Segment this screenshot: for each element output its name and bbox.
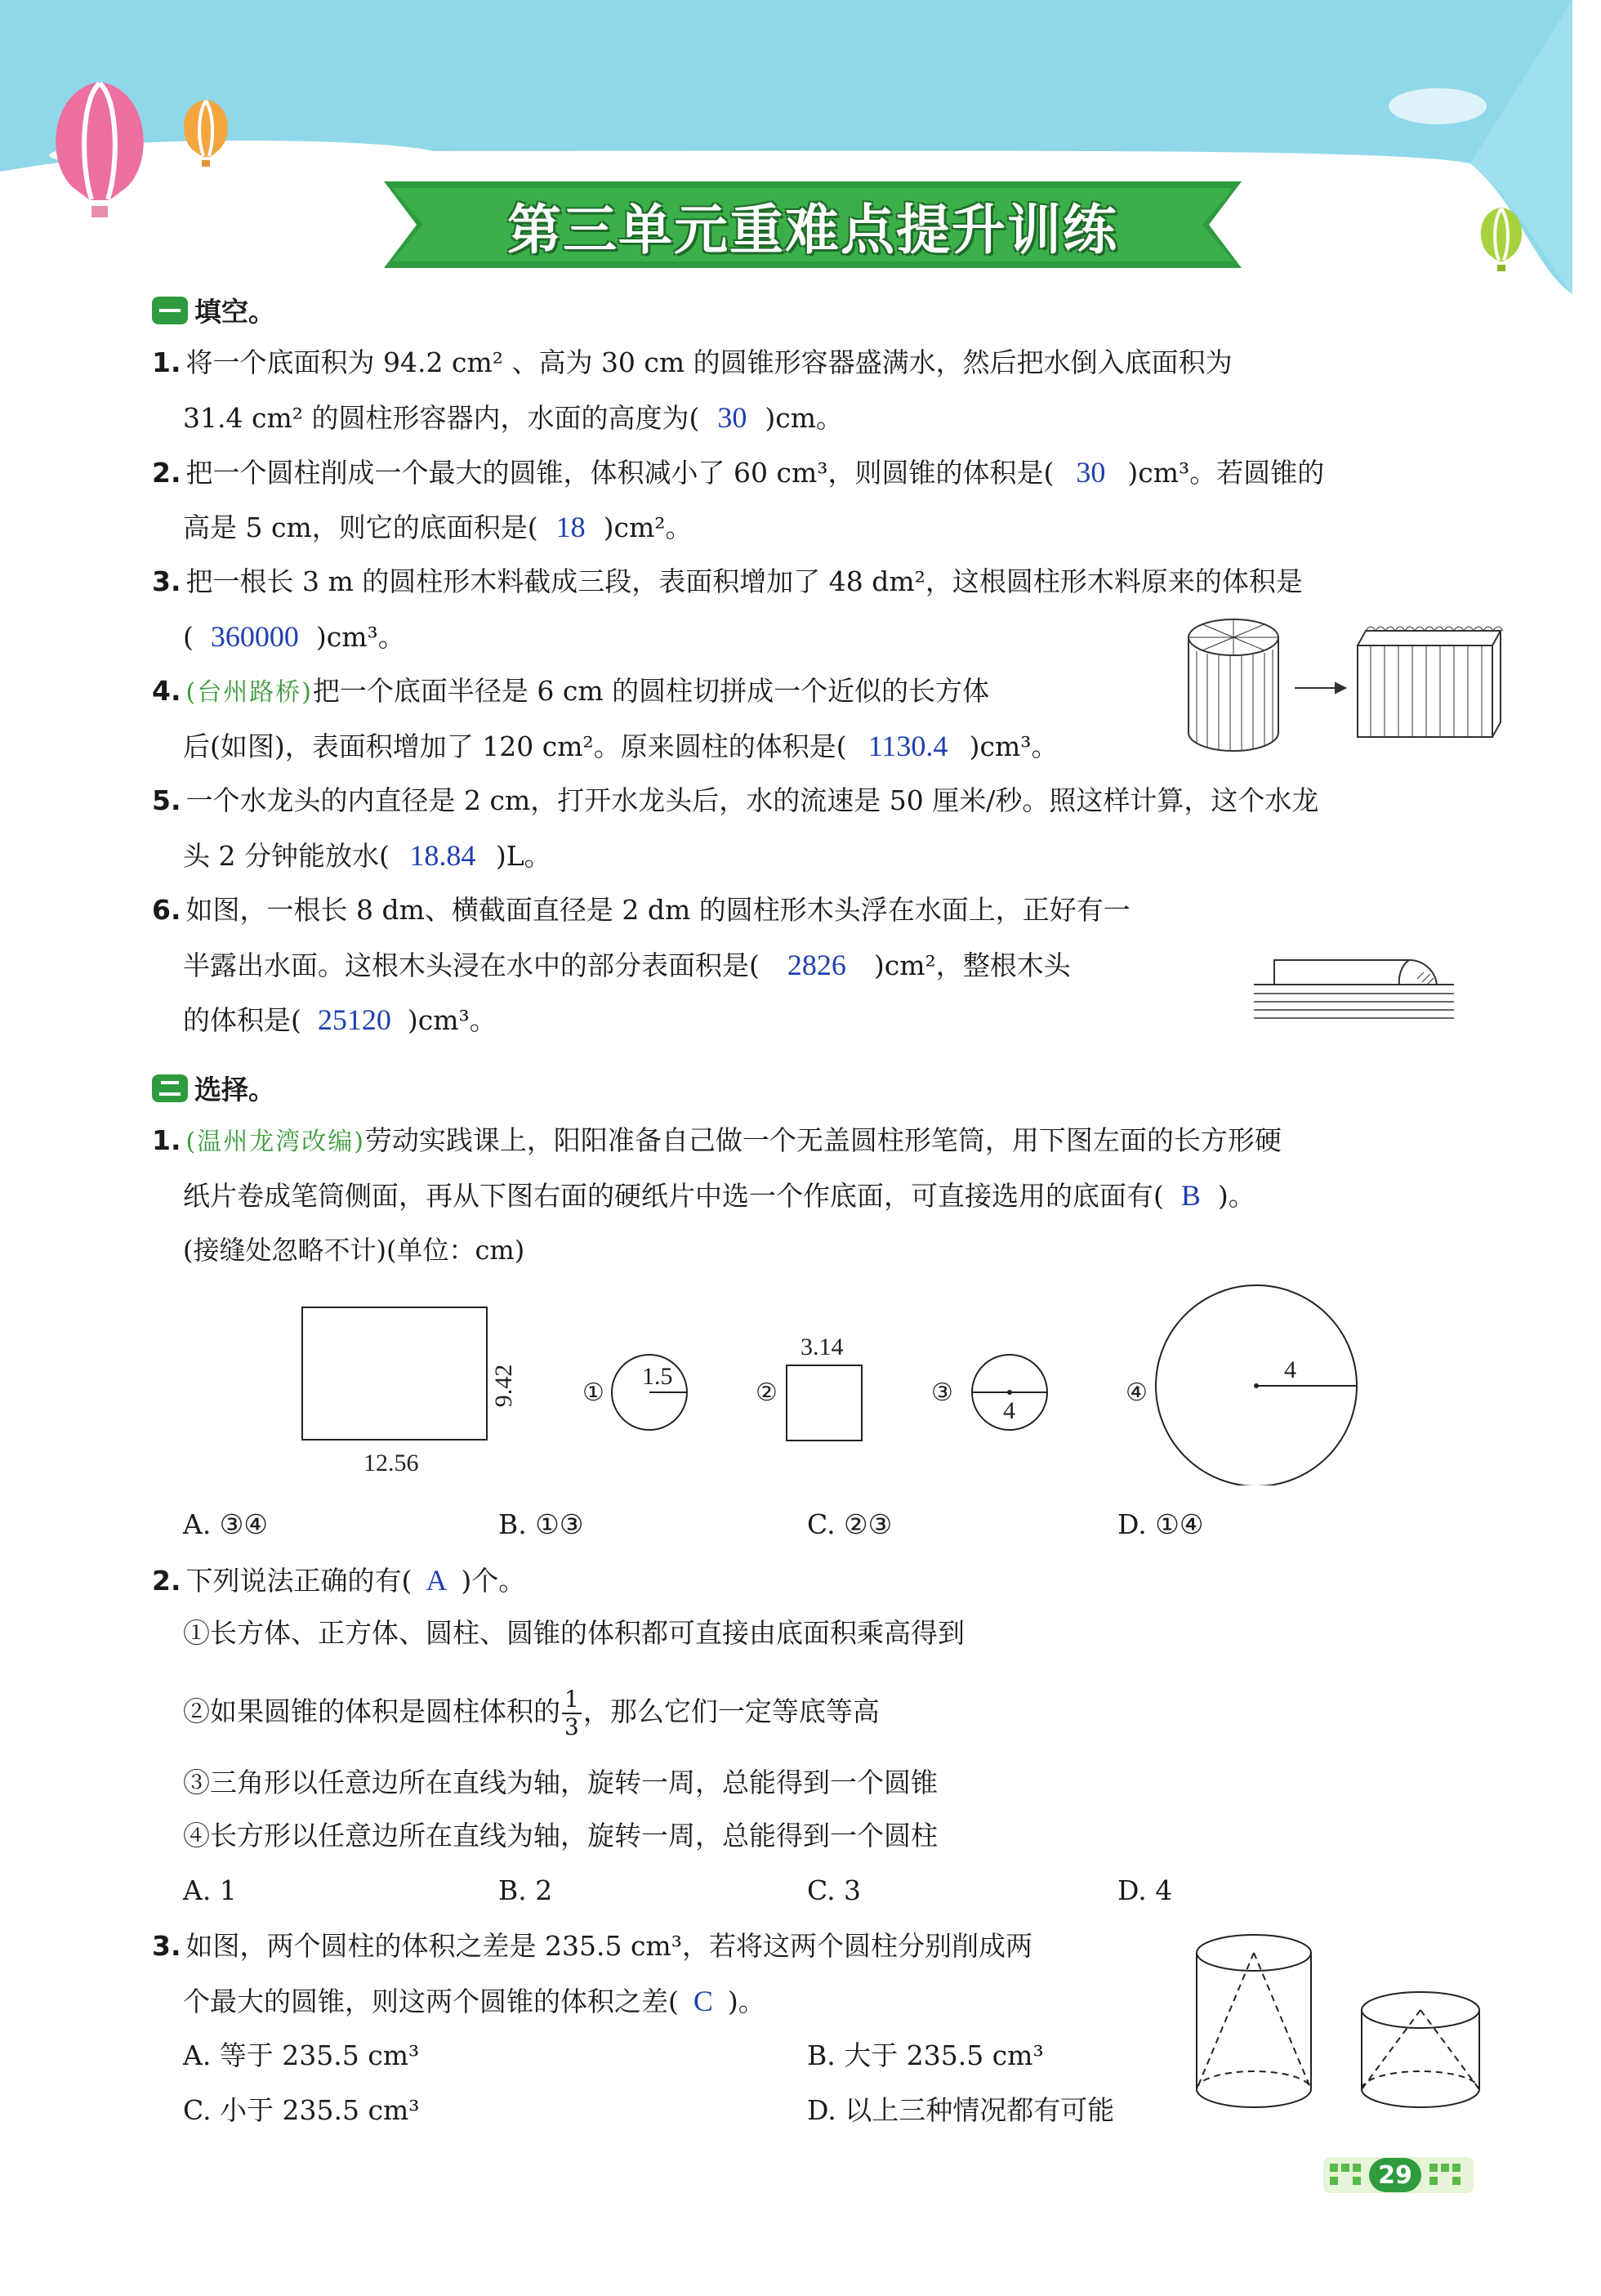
question-1-5: 5. 一个水龙头的内直径是 2 cm，打开水龙头后，水的流速是 50 厘米/秒。照这样计算，这个水龙 — [152, 784, 1319, 816]
option-c: C. ②③ — [807, 1508, 893, 1540]
option-d: D. 以上三种情况都有可能 — [807, 2094, 1115, 2126]
question-1-5-cont: 头 2 分钟能放水( 18.84 )L。 — [183, 839, 551, 872]
option-d: D. 4 — [1117, 1874, 1173, 1906]
rect-height-label: 9.42 — [490, 1364, 517, 1408]
question-1-2: 2. 把一个圆柱削成一个最大的圆锥，体积减小了 60 cm³，则圆锥的体积是( 30 )cm³。若圆锥的 — [152, 456, 1325, 489]
question-2-1: 1. (温州龙湾改编)劳动实践课上，阳阳准备自己做一个无盖圆柱形笔筒，用下图左面的长方形硬 — [152, 1124, 1282, 1156]
statement-1: ①长方体、正方体、圆柱、圆锥的体积都可直接由底面积乘高得到 — [183, 1617, 965, 1649]
question-1-1-cont: 31.4 cm² 的圆柱形容器内，水面的高度为( 30 )cm。 — [183, 401, 843, 434]
section-heading-text: 选择。 — [194, 1074, 275, 1106]
question-1-3: 3. 把一根长 3 m 的圆柱形木料截成三段，表面积增加了 48 dm²，这根圆柱形木料原来的体积是 — [152, 565, 1303, 597]
answer: 18 — [555, 511, 586, 543]
section-heading-fill — [152, 291, 275, 329]
answer: 18.84 — [409, 839, 476, 872]
option-b: B. 2 — [498, 1874, 553, 1906]
page-title: 第三单元重难点提升训练 — [507, 198, 1118, 261]
two-cylinders-figure — [1188, 1930, 1491, 2118]
answer: C — [693, 1985, 713, 2017]
circle-option-1-radius: 1.5 — [642, 1363, 673, 1390]
square-option-2-label: ② — [756, 1378, 778, 1407]
question-2-1-cont: 纸片卷成笔筒侧面，再从下图右面的硬纸片中选一个作底面，可直接选用的底面有( B )。 — [183, 1179, 1255, 1212]
option-a: A. 等于 235.5 cm³ — [183, 2039, 420, 2071]
question-2-1-note: (接缝处忽略不计)(单位：cm) — [183, 1235, 525, 1266]
option-d: D. ①④ — [1117, 1508, 1204, 1540]
statement-3: ③三角形以任意边所在直线为轴，旋转一周，总能得到一个圆锥 — [183, 1767, 938, 1798]
question-1-3-cont: ( 360000 )cm³。 — [183, 620, 405, 653]
rect-width-label: 12.56 — [363, 1450, 419, 1476]
option-b: B. ①③ — [498, 1508, 584, 1540]
answer: 30 — [1076, 456, 1106, 489]
answer: 2826 — [787, 949, 846, 981]
cylinder-cut-figure — [1184, 614, 1503, 753]
answer: 25120 — [317, 1003, 391, 1036]
section-one-icon — [152, 297, 188, 324]
circle-option-3-label: ③ — [931, 1378, 953, 1407]
base-options-figure — [278, 1281, 1380, 1485]
answer: B — [1180, 1179, 1201, 1212]
section-two-icon — [152, 1074, 188, 1102]
statement-2: ②如果圆锥的体积是圆柱体积的 $\frac{1}{3}$ ，那么它们一定等底等高 — [183, 1686, 880, 1740]
question-1-4: 4. (台州路桥)把一个底面半径是 6 cm 的圆柱切拼成一个近似的长方体 — [152, 675, 990, 707]
circle-option-4-label: ④ — [1126, 1378, 1148, 1407]
section-heading-text: 填空。 — [194, 296, 275, 328]
answer: 360000 — [210, 620, 299, 653]
source-tag: (温州龙湾改编) — [185, 1128, 365, 1156]
section-heading-choose — [152, 1069, 275, 1107]
question-2-2: 2. 下列说法正确的有( A )个。 — [152, 1564, 526, 1597]
statement-4: ④长方形以任意边所在直线为轴，旋转一周，总能得到一个圆柱 — [183, 1820, 938, 1852]
question-2-3: 3. 如图，两个圆柱的体积之差是 235.5 cm³，若将这两个圆柱分别削成两 — [152, 1930, 1032, 1962]
question-1-6-cont: 半露出水面。这根木头浸在水中的部分表面积是( 2826 )cm²，整根木头 — [183, 949, 1071, 981]
option-b: B. 大于 235.5 cm³ — [807, 2039, 1044, 2071]
answer: A — [426, 1564, 448, 1597]
option-c: C. 3 — [807, 1874, 862, 1906]
circle-option-1-label: ① — [582, 1378, 604, 1407]
question-1-2-cont: 高是 5 cm，则它的底面积是( 18 )cm²。 — [183, 511, 693, 543]
question-1-6-cont2: 的体积是( 25120 )cm³。 — [183, 1003, 497, 1036]
square-option-2-side: 3.14 — [800, 1333, 844, 1360]
circle-option-4-radius: 4 — [1284, 1356, 1296, 1383]
question-2-3-cont: 个最大的圆锥，则这两个圆锥的体积之差( C )。 — [183, 1985, 765, 2017]
question-1-4-cont: 后(如图)，表面积增加了 120 cm²。原来圆柱的体积是( 1130.4 )cm³。 — [183, 730, 1059, 762]
option-a: A. ③④ — [183, 1508, 268, 1540]
circle-option-3-diameter: 4 — [1003, 1397, 1015, 1424]
option-c: C. 小于 235.5 cm³ — [183, 2094, 420, 2126]
option-a: A. 1 — [183, 1874, 237, 1906]
question-1-1: 1. 将一个底面积为 94.2 cm² 、高为 30 cm 的圆锥形容器盛满水，然后把水倒入底面积为 — [152, 346, 1233, 378]
fraction-one-third: $\frac{1}{3}$ — [562, 1686, 582, 1740]
answer: 1130.4 — [867, 730, 948, 762]
floating-log-figure — [1254, 940, 1454, 1030]
answer: 30 — [717, 401, 747, 434]
question-1-6: 6. 如图，一根长 8 dm、横截面直径是 2 dm 的圆柱形木头浮在水面上，正好有一 — [152, 894, 1131, 926]
page-number: 29 — [1369, 2158, 1421, 2192]
source-tag: (台州路桥) — [185, 678, 313, 707]
